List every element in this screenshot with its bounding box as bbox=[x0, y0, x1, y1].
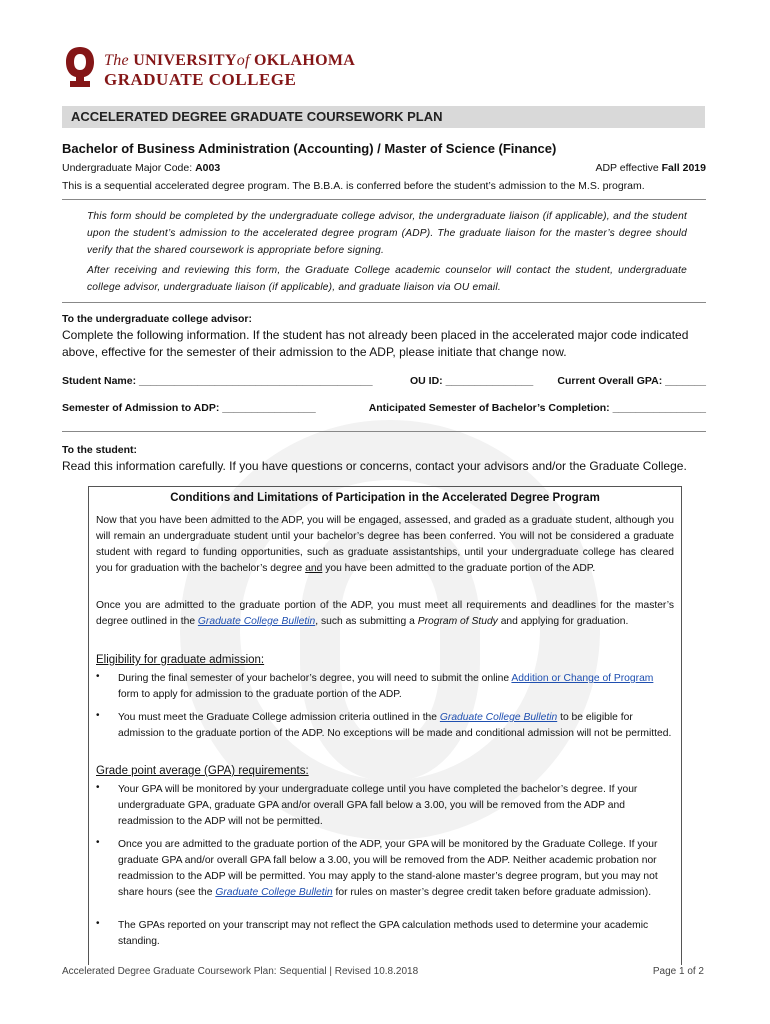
instruction-1: This form should be completed by the undergraduate college advisor, the undergraduate liaison (if applicable), and the student upon the student’s admission to the accelerated degree program (ADP). The graduate liaison for the master’s degree should verify that the shared coursework is appropriate before signing. bbox=[87, 211, 687, 256]
gpa-item-3: The GPAs reported on your transcript may not reflect the GPA calculation methods used to determine your academic standing. bbox=[118, 920, 649, 947]
student-heading: To the student: bbox=[62, 444, 138, 456]
divider bbox=[62, 431, 706, 432]
bullet-icon: • bbox=[96, 671, 100, 682]
page-number: Page 1 of 2 bbox=[652, 966, 704, 977]
anticipated-completion-field[interactable]: Anticipated Semester of Bachelor’s Completion: ________________ bbox=[368, 402, 706, 414]
footer-text: Accelerated Degree Graduate Coursework Plan: Sequential | Revised 10.8.2018 bbox=[62, 966, 419, 977]
eligibility-item-2: You must meet the Graduate College admission criteria outlined in the Graduate College Bulletin to be eligible for admission to the graduate portion of the ADP. No exceptions will be made and conditional admission will not be permitted. bbox=[118, 712, 672, 739]
divider bbox=[62, 199, 706, 200]
gpa-item-2: Once you are admitted to the graduate portion of the ADP, your GPA will be monitored by the Graduate College. If your graduate GPA and/or overall GPA fall below a 3.00, you will be removed from the ADP. Neither academic probation nor readmission to the ADP will be permitted. You may apply to the stand-alone master’s degree program, but you may not share hours (see the Graduate College Bulletin for rules on master’s degree credit taken before graduate admission). bbox=[118, 839, 658, 898]
form-title: ACCELERATED DEGREE GRADUATE COURSEWORK PLAN bbox=[71, 109, 443, 124]
effective-term: ADP effective Fall 2019 bbox=[595, 162, 706, 174]
bulletin-link[interactable]: Graduate College Bulletin bbox=[215, 887, 333, 898]
bulletin-link[interactable]: Graduate College Bulletin bbox=[439, 712, 558, 723]
student-text: Read this information carefully. If you have questions or concerns, contact your advisors and/or the Graduate College. bbox=[62, 459, 687, 473]
gpa-field[interactable]: Current Overall GPA: _______ bbox=[557, 375, 706, 387]
conditions-title: Conditions and Limitations of Participation in the Accelerated Degree Program bbox=[170, 492, 600, 504]
advisor-text: Complete the following information. If the student has not already been placed in the accelerated major code indicated above, effective for the semester of their admission to the ADP, please initiate that change now. bbox=[62, 328, 689, 359]
ou-logo-icon bbox=[64, 45, 96, 91]
gpa-item-1: Your GPA will be monitored by your undergraduate college until you have completed the bachelor’s degree. If your undergraduate GPA, graduate GPA and/or overall GPA fall below a 3.00, you will be removed from the ADP and readmission to the ADP will not be permitted. bbox=[118, 784, 638, 827]
semester-admission-field[interactable]: Semester of Admission to ADP: ________________ bbox=[62, 402, 316, 414]
bulletin-link[interactable]: Graduate College Bulletin bbox=[197, 616, 316, 627]
gpa-heading: Grade point average (GPA) requirements: bbox=[96, 765, 309, 777]
major-code: Undergraduate Major Code: A003 bbox=[62, 162, 221, 174]
form-title-bar bbox=[62, 106, 705, 128]
advisor-heading: To the undergraduate college advisor: bbox=[62, 313, 253, 325]
college-name: GRADUATE COLLEGE bbox=[104, 70, 297, 89]
degree-title: Bachelor of Business Administration (Accounting) / Master of Science (Finance) bbox=[62, 141, 557, 156]
instruction-2: After receiving and reviewing this form, the Graduate College academic counselor will contact the student, undergraduate college advisor, undergraduate liaison (if applicable), and graduate liaison via OU email. bbox=[87, 265, 687, 293]
addition-change-program-link[interactable]: Addition or Change of Program bbox=[511, 673, 654, 684]
bullet-icon: • bbox=[96, 782, 100, 793]
bullet-icon: • bbox=[96, 837, 100, 848]
conditions-paragraph-1: Now that you have been admitted to the ADP, you will be engaged, assessed, and graded as a graduate student, although you will remain an undergraduate student until your bachelor’s degree has been conferred. You will not be considered a graduate student with regard to funding opportunities, such as graduate assistantships, until your undergraduate college has cleared you for graduation with the bachelor’s degree and you have been admitted to the graduate portion of the ADP. bbox=[96, 515, 674, 574]
divider bbox=[62, 302, 706, 303]
conditions-paragraph-2: Once you are admitted to the graduate portion of the ADP, you must meet all requirements and deadlines for the master’s degree outlined in the Graduate College Bulletin, such as submitting a Program of Study and applying for graduation. bbox=[96, 600, 674, 627]
ou-id-field[interactable]: OU ID: _______________ bbox=[410, 375, 534, 387]
university-name: The UNIVERSITYof OKLAHOMA bbox=[104, 52, 356, 69]
eligibility-heading: Eligibility for graduate admission: bbox=[96, 654, 265, 666]
bullet-icon: • bbox=[96, 710, 100, 721]
bullet-icon: • bbox=[96, 918, 100, 929]
student-name-field[interactable]: Student Name: ________________________________________ bbox=[62, 375, 373, 387]
sequence-note: This is a sequential accelerated degree program. The B.B.A. is conferred before the student’s admission to the M.S. program. bbox=[62, 180, 645, 192]
eligibility-item-1: During the final semester of your bachelor’s degree, you will need to submit the online Addition or Change of Program form to apply for admission to the graduate portion of the ADP. bbox=[118, 673, 654, 700]
